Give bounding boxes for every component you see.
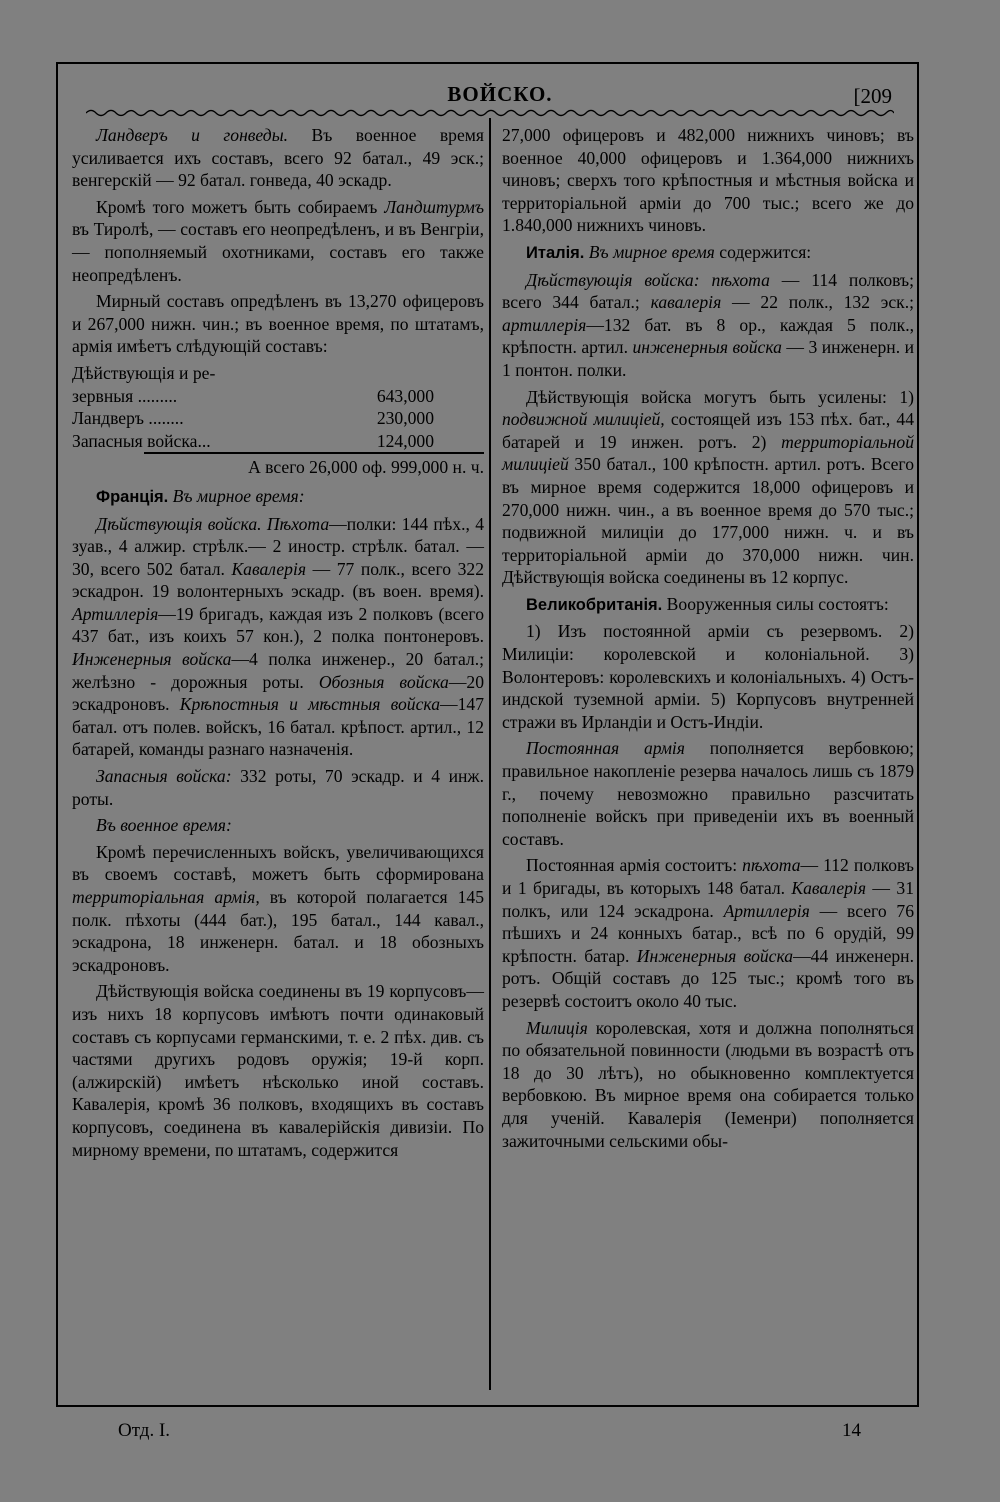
italic-run: Постоянная армія	[526, 738, 685, 759]
text-run: — 112 полковъ и 1 бригады, въ которыхъ 148 батал.	[502, 855, 914, 898]
italic-run: Артиллерія	[723, 900, 810, 921]
italic-run: Крѣпостныя и мѣстныя войска	[179, 694, 441, 715]
paragraph	[72, 841, 484, 977]
row-label: Ландверъ ........	[72, 408, 184, 429]
footer-section: Отд. I.	[118, 1420, 171, 1441]
table-head: Дѣйствующія и ре-	[72, 362, 216, 383]
text-run: —4 полка инженер., 20 батал.; желѣзно - дорожныя роты.	[72, 649, 484, 692]
paragraph	[502, 386, 914, 589]
paragraph: 27,000 офицеровъ и 482,000 нижнихъ чиновъ; въ военное 40,000 офицеровъ и 1.364,000 нижнихъ чиновъ; сверхъ того крѣпостныя и мѣстныя войска и территоріальной арміи до 700 тыс.; всего же до 1.840,000 нижнихъ чиновъ.	[502, 125, 914, 236]
italic-run: Дѣйствующія войска: пѣхота	[526, 269, 770, 290]
text-run: Кромѣ того можетъ быть собираемъ	[96, 196, 385, 217]
italic-run: артиллерія	[502, 314, 587, 335]
text-run: въ Тиролѣ, — составъ его неопредѣленъ, и въ Венгріи, — пополняемый охотниками, составъ его также неопредѣленъ.	[72, 219, 484, 285]
text-run: Дѣйствующія войска могутъ быть усилены: 1)	[526, 386, 914, 407]
italic-run: инженерныя войска	[632, 337, 782, 358]
page-title: ВОЙСКО.	[447, 82, 553, 106]
italic-run: Инженерныя войска	[636, 945, 794, 966]
column-divider	[489, 118, 491, 1390]
country-name: Франція.	[96, 487, 169, 506]
row-value: 124,000	[376, 430, 434, 451]
text-run: Въ военное время усиливается ихъ составъ, всего 92 батал., 49 эск.; венгерскій — 92 батал. гонведа, 40 эскадр.	[72, 125, 485, 191]
italic-run: Кавалерія	[231, 558, 307, 579]
italic-run: пѣхота	[742, 855, 801, 876]
text-run: —147 батал. отъ полев. войскъ, 16 батал. крѣпост. артил., 12 батарей, команды разнаго назначенія.	[72, 694, 484, 760]
paragraph: Мирный составъ опредѣленъ въ 13,270 офицеровъ и 267,000 нижн. чин.; въ военное время, по штатамъ, армія имѣетъ слѣдующій составъ:	[72, 291, 484, 357]
italic-run: Запасныя войска:	[96, 766, 232, 787]
italic-run: Артиллерія	[72, 603, 159, 624]
text-run: —полки: 144 пѣх., 4 зуав., 4 алжир. стрѣлк.— 2 иностр. стрѣлк. батал. — 30, всего 502 батал.	[72, 513, 484, 579]
text-run: содержится:	[714, 241, 812, 262]
paragraph: Дѣйствующія войска соединены въ 19 корпусовъ—изъ нихъ 18 корпусовъ имѣютъ почти одинаковый составъ съ корпусами германскими, т. е. 2 пѣх. див. съ частями другихъ родовъ оружія; 19-й корп. (алжирскій) имѣетъ нѣсколько иной составъ. Кавалерія, кромѣ 36 полковъ, входящихъ въ составъ корпусовъ, соединена въ кавалерійскія дивизіи. По мирному времени, по штатамъ, содержится	[72, 981, 484, 1160]
italic-run: Кавалерія	[791, 878, 866, 898]
text-run: —132 бат. въ 8 ор., каждая 5 полк., крѣпостн. артил.	[502, 314, 914, 358]
italic-run: подвижной милиціей,	[502, 409, 665, 430]
table-row	[72, 430, 484, 453]
row-value: 643,000	[376, 385, 434, 406]
section-heading	[502, 593, 914, 617]
table-row	[72, 385, 484, 408]
italic-run: Дѣйствующія войска. Пѣхота	[96, 513, 330, 534]
text-run: Вооруженныя силы состоятъ:	[662, 593, 889, 614]
text-run: — 22 полк., 132 эск.;	[721, 292, 914, 313]
text-run: Кромѣ перечисленныхъ войскъ, увеличивающихся въ своемъ составѣ, можетъ быть сформирована	[72, 841, 484, 885]
paragraph	[502, 1017, 914, 1153]
italic-run: кавалерія	[650, 292, 722, 313]
paragraph	[502, 269, 914, 382]
paragraph	[502, 854, 914, 1012]
text-run: —44 инженерн. ротъ. Общій составъ до 125 тыс.; кромѣ того въ резервѣ состоитъ около 40 тыс.	[502, 945, 914, 1011]
italic-run: территоріальная армія,	[72, 887, 260, 907]
text-run: — 77 полк., всего 322 эскадрон. 19 волонтерныхъ эскадр. (въ воен. время).	[72, 558, 484, 602]
italic-run: Инженерныя войска	[72, 649, 232, 670]
italic-run: Въ военное время:	[96, 815, 232, 836]
row-value: 230,000	[376, 408, 434, 429]
text-run: —20 эскадроновъ.	[72, 671, 485, 715]
italic-run: Въ мирное время:	[168, 485, 305, 506]
text-run: Постоянная армія состоитъ:	[526, 855, 743, 876]
italic-run: Ландверъ и гонведы.	[96, 125, 289, 145]
row-label: зервныя .........	[72, 385, 178, 406]
paragraph	[72, 196, 484, 286]
paragraph	[502, 737, 914, 850]
country-name: Италія.	[526, 243, 585, 262]
section-heading	[72, 485, 484, 509]
italic-run: Ландштурмъ	[384, 196, 484, 217]
text-run: 332 роты, 70 эскадр. и 4 инж. роты.	[72, 766, 484, 809]
italic-run: Въ мирное время	[584, 241, 715, 262]
paragraph	[72, 814, 484, 837]
italic-run: Обозныя войска	[318, 671, 449, 692]
italic-run: территоріальной милиціей	[502, 431, 914, 475]
text-run: въ которой полагается 145 полк. пѣхоты (444 бат.), 195 батал., 144 кавал., эскадрона, 18 инженерн. батал. и 18 обозныхъ эскадроновъ.	[72, 887, 484, 975]
paragraph	[72, 124, 484, 192]
footer-page-number: 14	[842, 1420, 861, 1441]
text-run: 350 батал., 100 крѣпостн. артил. ротъ. Всего въ мирное время содержится 18,000 офицеровъ и 270,000 нижн. чин., а въ военное время до 570 тыс.; подвижной милиціи до 177,000 нижн. ч. и въ территоріальной арміи до 370,000 нижн. чин. Дѣйствующія войска соединены въ 12 корпус.	[502, 454, 914, 588]
text-run: пополняется вербовкою; правильное накопленіе резерва началось лишь съ 1879 г., почему невозможно правильно разсчитать пополненіе войскъ при приведеніи ихъ въ военный составъ.	[502, 738, 914, 849]
section-heading	[502, 241, 914, 265]
page-number-ref: [209	[853, 84, 892, 108]
paragraph	[72, 513, 484, 762]
table-row	[72, 407, 484, 430]
text-run: королевская, хотя и должна пополняться по обязательной повинности (людьми въ возрастѣ отъ 18 до 30 лѣтъ), но обыкновенно комплектуется вербовкою. Въ мирное время она собирается только для ученій. Кавалерія (Іеменри) пополняется зажиточными сельскими обы-	[502, 1017, 914, 1151]
strength-table	[72, 362, 484, 479]
right-column	[502, 124, 914, 1156]
text-run: — 3 инженерн. и 1 понтон. полки.	[502, 337, 914, 380]
text-run: состоящей изъ 153 пѣх. бат., 44 батарей и 19 инжен. ротъ. 2)	[502, 409, 914, 452]
italic-run: Милиція	[526, 1017, 588, 1038]
table-total: А всего 26,000 оф. 999,000 н. ч.	[144, 452, 484, 479]
row-label: Запасныя войска...	[72, 430, 211, 451]
left-column	[72, 124, 484, 1165]
text-run: —19 бригадъ, каждая изъ 2 полковъ (всего 437 бат., изъ коихъ 57 кон.), 2 полка понтонеровъ.	[72, 603, 484, 647]
country-name: Великобританія.	[526, 595, 663, 614]
paragraph	[72, 765, 484, 810]
text-run: — всего 76 пѣшихъ и 24 конныхъ батар., всѣ по 6 орудій, 99 крѣпостн. батар.	[502, 900, 914, 966]
text-run: — 31 полкъ, или 124 эскадрона.	[502, 878, 914, 921]
paragraph: 1) Изъ постоянной арміи съ резервомъ. 2) Милиціи: королевской и колоніальной. 3) Волонтеровъ: королевскихъ и колоніальныхъ. 4) Остъ-индской туземной арміи. 5) Корпусовъ внутренней стражи въ Ирландіи и Остъ-Индіи.	[502, 621, 914, 732]
text-run: — 114 полковъ; всего 344 батал.;	[502, 269, 914, 313]
